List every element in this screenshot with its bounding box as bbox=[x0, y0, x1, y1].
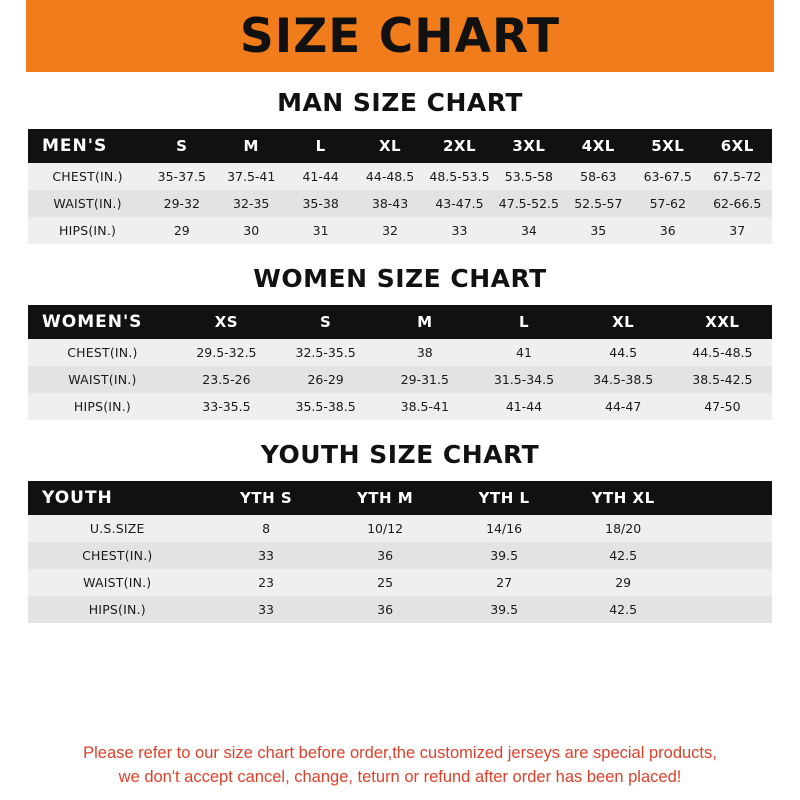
table-cell: 14/16 bbox=[486, 521, 523, 536]
table-cell: 48.5-53.5 bbox=[429, 169, 490, 184]
table-row bbox=[28, 515, 772, 542]
table-cell-spacer bbox=[683, 542, 772, 569]
table-cell: 33 bbox=[258, 548, 275, 563]
table-cell: 52.5-57 bbox=[574, 196, 623, 211]
row-label: WAIST(IN.) bbox=[68, 372, 137, 387]
table-row bbox=[28, 542, 772, 569]
table-row bbox=[28, 163, 772, 190]
row-label: WAIST(IN.) bbox=[53, 196, 122, 211]
table-cell: 35-38 bbox=[302, 196, 339, 211]
table-cell: 38.5-42.5 bbox=[692, 372, 753, 387]
table-cell: 53.5-58 bbox=[504, 169, 554, 184]
table-cell: 23.5-26 bbox=[202, 372, 251, 387]
table-header-row bbox=[28, 129, 772, 163]
column-header: XS bbox=[177, 305, 276, 339]
table-cell: 38.5-41 bbox=[400, 399, 449, 414]
row-label: CHEST(IN.) bbox=[52, 169, 123, 184]
table-cell: 35 bbox=[590, 223, 607, 238]
row-label: HIPS(IN.) bbox=[73, 399, 131, 414]
table-cell: 39.5 bbox=[490, 602, 519, 617]
column-header: S bbox=[147, 129, 216, 163]
youth-size-table-wrap bbox=[28, 481, 772, 623]
table-row bbox=[28, 393, 772, 420]
row-label: WAIST(IN.) bbox=[83, 575, 152, 590]
table-cell: 33 bbox=[258, 602, 275, 617]
table-row bbox=[28, 339, 772, 366]
column-header: S bbox=[276, 305, 375, 339]
column-header: YTH M bbox=[326, 481, 445, 515]
table-cell: 33-35.5 bbox=[202, 399, 251, 414]
youth-corner-label: YOUTH bbox=[28, 481, 207, 515]
table-cell: 27 bbox=[496, 575, 513, 590]
table-cell: 29-31.5 bbox=[400, 372, 449, 387]
column-header: YTH XL bbox=[564, 481, 683, 515]
men-size-table bbox=[28, 129, 772, 244]
table-header-row bbox=[28, 481, 772, 515]
table-cell: 26-29 bbox=[307, 372, 344, 387]
table-cell: 58-63 bbox=[580, 169, 617, 184]
table-cell: 44.5-48.5 bbox=[692, 345, 753, 360]
note-line-2: we don't accept cancel, change, teturn or refund after order has been placed! bbox=[118, 768, 682, 787]
table-cell: 37 bbox=[729, 223, 746, 238]
table-cell: 62-66.5 bbox=[713, 196, 762, 211]
table-cell: 29.5-32.5 bbox=[196, 345, 257, 360]
table-cell: 34.5-38.5 bbox=[593, 372, 654, 387]
table-cell: 38 bbox=[416, 345, 433, 360]
table-row bbox=[28, 190, 772, 217]
table-cell: 42.5 bbox=[609, 602, 638, 617]
table-cell-spacer bbox=[683, 596, 772, 623]
row-label: CHEST(IN.) bbox=[67, 345, 138, 360]
column-header: M bbox=[217, 129, 286, 163]
table-row bbox=[28, 596, 772, 623]
table-cell-spacer bbox=[683, 569, 772, 596]
table-cell: 8 bbox=[262, 521, 271, 536]
table-cell: 41 bbox=[516, 345, 532, 360]
youth-size-table bbox=[28, 481, 772, 623]
table-cell: 44-47 bbox=[605, 399, 642, 414]
row-label: HIPS(IN.) bbox=[88, 602, 146, 617]
table-cell: 67.5-72 bbox=[713, 169, 762, 184]
banner-right-edge bbox=[774, 0, 800, 72]
column-header: L bbox=[286, 129, 355, 163]
table-cell: 10/12 bbox=[367, 521, 404, 536]
table-cell: 32-35 bbox=[233, 196, 270, 211]
table-cell: 34 bbox=[520, 223, 537, 238]
table-cell: 63-67.5 bbox=[643, 169, 692, 184]
column-header: XXL bbox=[673, 305, 772, 339]
table-cell: 29 bbox=[173, 223, 190, 238]
column-header: YTH L bbox=[445, 481, 564, 515]
table-cell: 57-62 bbox=[649, 196, 686, 211]
column-header: M bbox=[375, 305, 474, 339]
column-header: 4XL bbox=[564, 129, 633, 163]
table-row bbox=[28, 217, 772, 244]
row-label: U.S.SIZE bbox=[89, 521, 145, 536]
table-cell: 42.5 bbox=[609, 548, 638, 563]
table-cell: 47-50 bbox=[704, 399, 741, 414]
table-cell: 30 bbox=[243, 223, 260, 238]
table-cell: 31.5-34.5 bbox=[493, 372, 555, 387]
table-cell: 35-37.5 bbox=[157, 169, 206, 184]
column-header: XL bbox=[355, 129, 424, 163]
section-title-youth: YOUTH SIZE CHART bbox=[260, 440, 540, 469]
table-cell: 18/20 bbox=[605, 521, 642, 536]
table-cell: 31 bbox=[312, 223, 329, 238]
table-row bbox=[28, 569, 772, 596]
column-header-spacer bbox=[683, 481, 772, 515]
table-cell: 29 bbox=[615, 575, 632, 590]
column-header: 6XL bbox=[702, 129, 772, 163]
table-row bbox=[28, 366, 772, 393]
column-header: 3XL bbox=[494, 129, 563, 163]
women-size-table-wrap bbox=[28, 305, 772, 420]
column-header: YTH S bbox=[207, 481, 326, 515]
table-cell-spacer bbox=[683, 515, 772, 542]
column-header: L bbox=[474, 305, 573, 339]
table-cell: 44.5 bbox=[609, 345, 638, 360]
table-cell: 41-44 bbox=[505, 399, 543, 414]
table-cell: 38-43 bbox=[371, 196, 409, 211]
column-header: XL bbox=[574, 305, 673, 339]
column-header: 2XL bbox=[425, 129, 494, 163]
section-title-women: WOMEN SIZE CHART bbox=[253, 264, 547, 293]
table-header-row bbox=[28, 305, 772, 339]
row-label: HIPS(IN.) bbox=[58, 223, 117, 238]
table-cell: 23 bbox=[258, 575, 275, 590]
table-cell: 29-32 bbox=[163, 196, 200, 211]
table-cell: 36 bbox=[377, 602, 394, 617]
table-cell: 36 bbox=[377, 548, 394, 563]
table-cell: 37.5-41 bbox=[227, 169, 276, 184]
note-line-1: Please refer to our size chart before order,the customized jerseys are special products, bbox=[83, 744, 717, 763]
women-size-table bbox=[28, 305, 772, 420]
table-cell: 32 bbox=[382, 223, 398, 238]
table-cell: 39.5 bbox=[490, 548, 519, 563]
table-cell: 33 bbox=[451, 223, 468, 238]
table-cell: 41-44 bbox=[302, 169, 339, 184]
row-label: CHEST(IN.) bbox=[82, 548, 153, 563]
table-cell: 43-47.5 bbox=[435, 196, 484, 211]
men-corner-label: MEN'S bbox=[28, 129, 147, 163]
order-policy-note bbox=[0, 742, 800, 790]
women-corner-label: WOMEN'S bbox=[28, 305, 177, 339]
page-banner bbox=[0, 0, 800, 72]
table-cell: 25 bbox=[377, 575, 394, 590]
table-cell: 44-48.5 bbox=[365, 169, 415, 184]
men-size-table-wrap bbox=[28, 129, 772, 244]
banner-left-edge bbox=[0, 0, 26, 72]
table-cell: 47.5-52.5 bbox=[498, 196, 559, 211]
section-title-men: MAN SIZE CHART bbox=[277, 88, 523, 117]
column-header: 5XL bbox=[633, 129, 702, 163]
page-title: SIZE CHART bbox=[239, 8, 561, 64]
table-cell: 35.5-38.5 bbox=[295, 399, 356, 414]
table-cell: 36 bbox=[659, 223, 676, 238]
table-cell: 32.5-35.5 bbox=[295, 345, 356, 360]
